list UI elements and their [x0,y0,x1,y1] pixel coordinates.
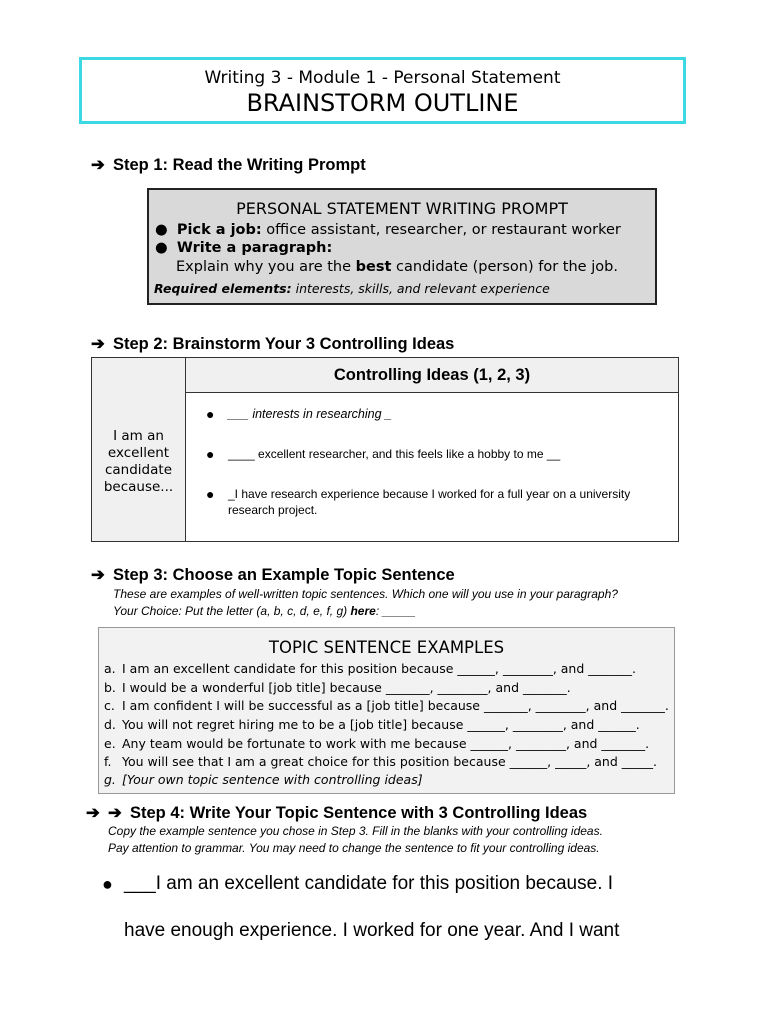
candidate-cell [92,358,186,541]
bullet-icon: ● [206,486,215,502]
prompt-required-elements: Required elements: interests, skills, and relevant experience [154,281,550,296]
step-1-heading: ➔ Step 1: Read the Writing Prompt [91,156,366,174]
topic-example-b: b. I would be a wonderful [job title] because _______, ________, and _______. [104,680,571,695]
arrow-icon: ➔ [86,804,100,822]
bullet-icon: ● [206,406,215,422]
arrow-icon: ➔ [91,335,105,353]
answer-bullet-icon: ● [102,874,113,894]
topic-example-e: e. Any team would be fortunate to work with me because ______, ________, and _______. [104,736,650,751]
title-box [79,57,686,124]
answer-line-2[interactable]: have enough experience. I worked for one year. And I want [124,920,620,941]
step-2-heading: ➔ Step 2: Brainstorm Your 3 Controlling Ideas [91,335,455,353]
topic-examples-heading: TOPIC SENTENCE EXAMPLES [268,638,505,657]
controlling-ideas-table: I am an excellent candidate because... Controlling Ideas (1, 2, 3) ● ___ interests in researching _ ● ____ excellent researcher, and this feels like a hobby to me __ ● _I have research experience because I worked for a full year on a university research project. [91,357,679,542]
topic-example-f: f. You will see that I am a great choice for this position because ______, _____, and _____. [104,754,657,769]
arrow-icon: ➔ [91,566,105,584]
document-title: BRAINSTORM OUTLINE [246,89,519,117]
document-subtitle: Writing 3 - Module 1 - Personal Statement [204,68,561,88]
step-4-instructions: Copy the example sentence you chose in Step 3. Fill in the blanks with your controlling ideas. Pay attention to grammar. You may need to change the sentence to fit your controlling ideas. [108,824,603,855]
letter-choice-line[interactable]: Your Choice: Put the letter (a, b, c, d, e, f, g) here: _____ [113,604,416,618]
bullet-icon: ● [155,222,168,238]
prompt-bullet-job: ● Pick a job: office assistant, researcher, or restaurant worker [155,222,621,238]
topic-example-d: d. You will not regret hiring me to be a [job title] because ______, ________, and ______. [104,717,640,732]
bullet-icon: ● [206,446,215,462]
topic-sentence-examples-box [98,627,675,794]
writing-prompt-box [147,188,657,305]
topic-example-c: c. I am confident I will be successful as a [job title] because _______, ________, and _______. [104,698,669,713]
prompt-explain-line: Explain why you are the best candidate (person) for the job. [176,259,618,275]
arrow-icon: ➔ [108,804,122,822]
prompt-heading: PERSONAL STATEMENT WRITING PROMPT [236,199,568,218]
topic-example-a: a. I am an excellent candidate for this position because ______, ________, and _______. [104,661,636,676]
topic-example-g: g. [Your own topic sentence with controlling ideas] [104,772,423,787]
arrow-icon: ➔ [91,156,105,174]
prompt-bullet-paragraph: ● Write a paragraph: [155,240,333,256]
answer-line-1[interactable]: ___I am an excellent candidate for this position because. I [124,873,614,894]
controlling-ideas-heading: Controlling Ideas (1, 2, 3) [186,358,678,393]
step-4-heading: ➔ ➔ Step 4: Write Your Topic Sentence with 3 Controlling Ideas [86,804,588,822]
step-3-instructions: These are examples of well-written topic sentences. Which one will you use in your paragraph? Your Choice: Put the letter (a, b, c, d, e, f, g) here: _____ [113,587,618,618]
candidate-text: I am an excellent candidate because... [103,428,174,495]
step-3-heading: ➔ Step 3: Choose an Example Topic Sentence [91,566,455,584]
bullet-icon: ● [155,240,168,256]
